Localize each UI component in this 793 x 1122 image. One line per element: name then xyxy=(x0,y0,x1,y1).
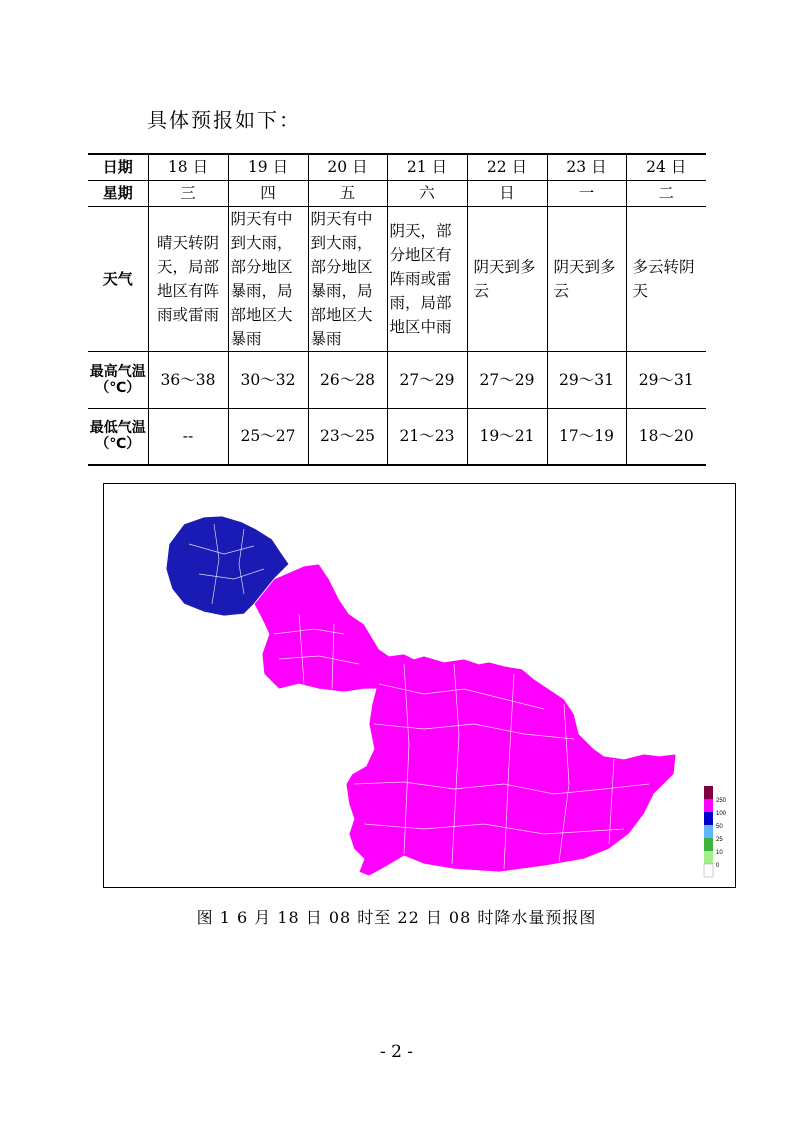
weather-cell: 阴天到多云 xyxy=(467,206,547,351)
page-number: - 2 - xyxy=(379,1042,414,1062)
max-temp-cell: 29～31 xyxy=(626,351,706,408)
date-cell: 20 日 xyxy=(308,154,387,180)
date-cell: 24 日 xyxy=(626,154,706,180)
header-weekday: 星期 xyxy=(88,180,148,206)
legend-swatch xyxy=(704,786,713,799)
legend-label: 250 xyxy=(716,798,727,804)
weather-cell: 阴天，部分地区有阵雨或雷雨，局部地区中雨 xyxy=(387,206,467,351)
map-legend xyxy=(704,786,727,877)
legend-swatch xyxy=(704,864,713,877)
weekday-cell: 一 xyxy=(547,180,626,206)
legend-swatch xyxy=(704,825,713,838)
row-weather xyxy=(88,206,706,351)
min-temp-cell: 17～19 xyxy=(547,408,626,465)
legend-label: 25 xyxy=(716,837,723,843)
header-min-temp: 最低气温（℃） xyxy=(88,408,148,465)
row-max-temp xyxy=(88,351,706,408)
legend-swatch xyxy=(704,799,713,812)
weekday-cell: 日 xyxy=(467,180,547,206)
weather-cell: 阴天有中到大雨，部分地区暴雨，局部地区大暴雨 xyxy=(228,206,308,351)
legend-label: 100 xyxy=(716,811,727,817)
date-cell: 22 日 xyxy=(467,154,547,180)
row-min-temp xyxy=(88,408,706,465)
figure-caption: 图 1 6 月 18 日 08 时至 22 日 08 时降水量预报图 xyxy=(196,908,597,927)
legend-swatch xyxy=(704,812,713,825)
legend-swatch xyxy=(704,838,713,851)
min-temp-cell: 19～21 xyxy=(467,408,547,465)
weekday-cell: 五 xyxy=(308,180,387,206)
weather-cell: 阴天有中到大雨，部分地区暴雨，局部地区大暴雨 xyxy=(308,206,387,351)
max-temp-cell: 29～31 xyxy=(547,351,626,408)
legend-swatch xyxy=(704,851,713,864)
legend-label: 50 xyxy=(716,824,723,830)
region-heavy-rain xyxy=(254,564,676,876)
header-max-temp: 最高气温（℃） xyxy=(88,351,148,408)
weekday-cell: 二 xyxy=(626,180,706,206)
min-temp-cell: -- xyxy=(148,408,228,465)
date-cell: 18 日 xyxy=(148,154,228,180)
weather-cell: 多云转阴天 xyxy=(626,206,706,351)
min-temp-cell: 18～20 xyxy=(626,408,706,465)
row-weekday xyxy=(88,180,706,206)
weather-cell: 阴天到多云 xyxy=(547,206,626,351)
weekday-cell: 四 xyxy=(228,180,308,206)
header-date: 日期 xyxy=(88,154,148,180)
min-temp-cell: 21～23 xyxy=(387,408,467,465)
max-temp-cell: 36～38 xyxy=(148,351,228,408)
weekday-cell: 六 xyxy=(387,180,467,206)
precipitation-map xyxy=(103,483,736,888)
legend-label: 0 xyxy=(716,863,720,869)
legend-label: 10 xyxy=(716,850,723,856)
max-temp-cell: 27～29 xyxy=(467,351,547,408)
weather-cell: 晴天转阴天，局部地区有阵雨或雷雨 xyxy=(148,206,228,351)
max-temp-cell: 27～29 xyxy=(387,351,467,408)
weekday-cell: 三 xyxy=(148,180,228,206)
max-temp-cell: 26～28 xyxy=(308,351,387,408)
row-date xyxy=(88,154,706,180)
date-cell: 23 日 xyxy=(547,154,626,180)
intro-text: 具体预报如下： xyxy=(147,108,301,132)
precipitation-map-svg xyxy=(104,484,735,887)
min-temp-cell: 23～25 xyxy=(308,408,387,465)
forecast-table xyxy=(88,153,706,466)
date-cell: 21 日 xyxy=(387,154,467,180)
date-cell: 19 日 xyxy=(228,154,308,180)
min-temp-cell: 25～27 xyxy=(228,408,308,465)
header-weather: 天气 xyxy=(88,206,148,351)
max-temp-cell: 30～32 xyxy=(228,351,308,408)
